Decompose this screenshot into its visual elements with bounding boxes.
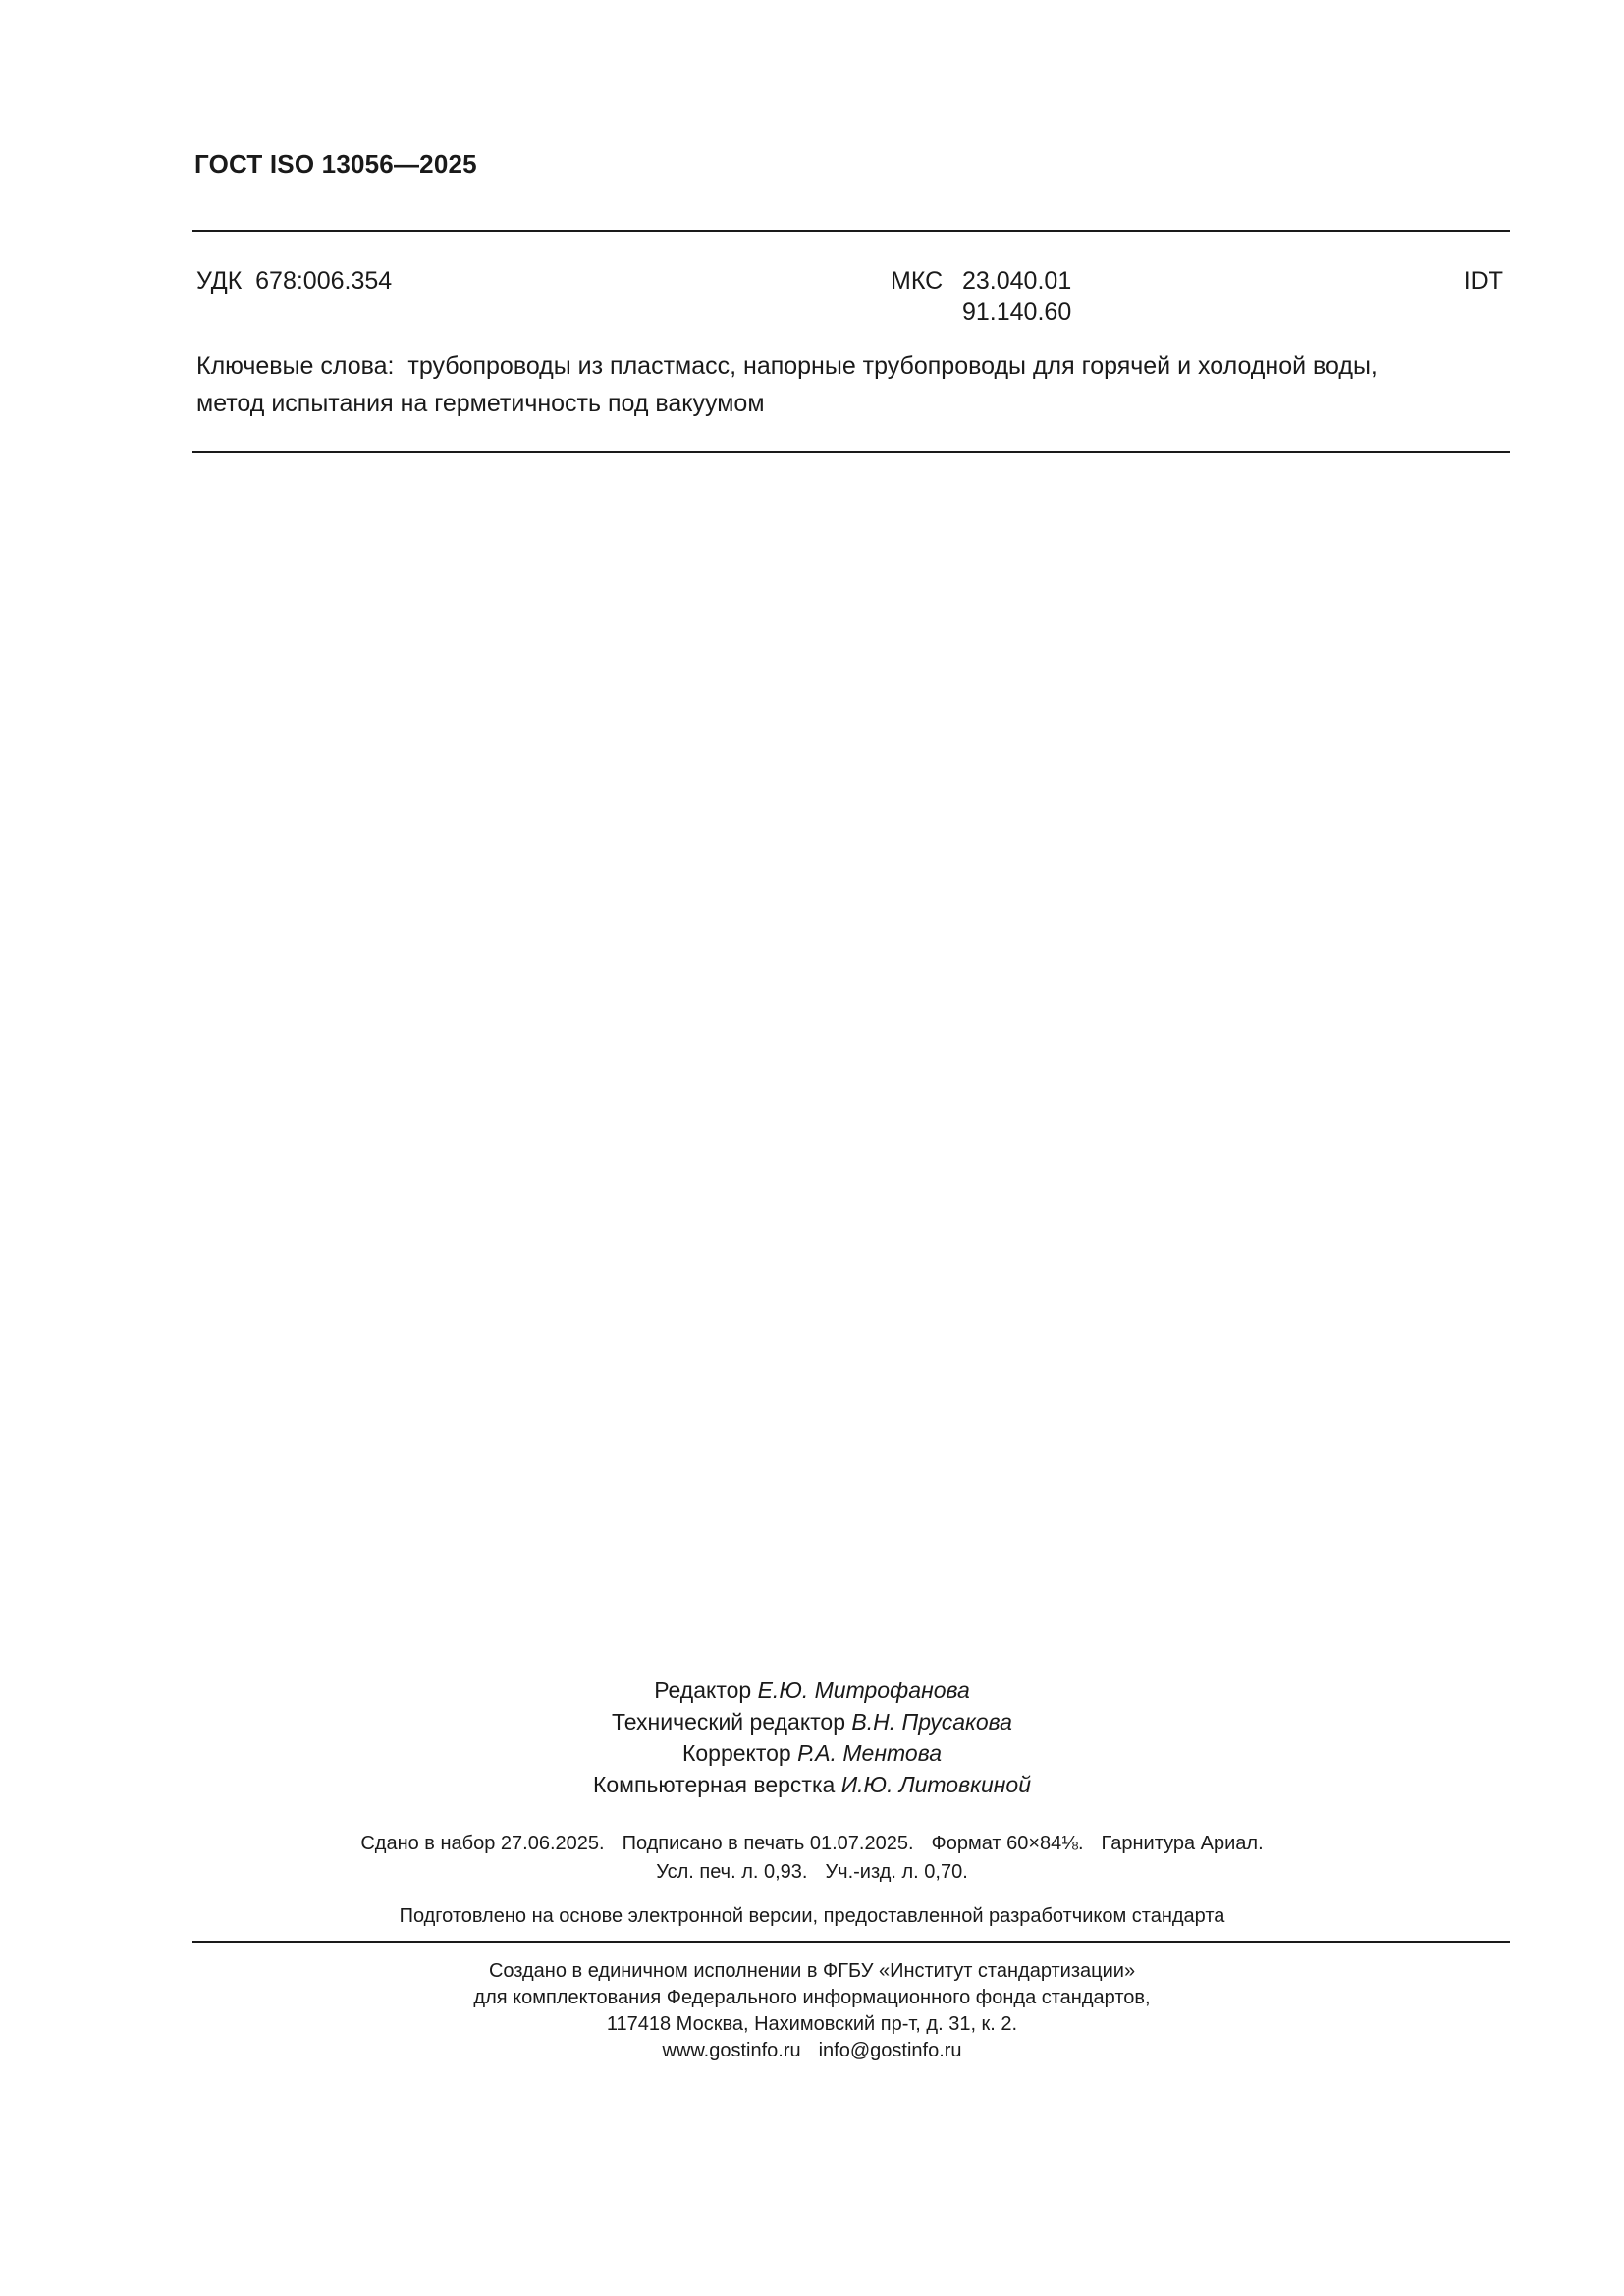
imprint-signed: Подписано в печать 01.07.2025.: [622, 1833, 914, 1854]
keywords-line: метод испытания на герметичность под вакуумом: [196, 390, 765, 417]
imprint-typeset: Сдано в набор 27.06.2025.: [360, 1833, 605, 1854]
website-link[interactable]: www.gostinfo.ru: [662, 2040, 801, 2061]
credit-proofreader: [0, 1737, 1624, 1769]
producer-contacts: [0, 2038, 1624, 2064]
udk-code: УДК 678:006.354: [196, 267, 393, 294]
mks-codes: [962, 265, 1071, 328]
producer-address: 117418 Москва, Нахимовский пр-т, д. 31, к. 2.: [606, 2013, 1018, 2035]
keywords-divider: [192, 451, 1510, 453]
imprint-format: Формат 60×84⅛.: [931, 1833, 1084, 1854]
credit-editor: [0, 1675, 1624, 1706]
credit-role: Редактор: [654, 1678, 752, 1703]
mks-code: 23.040.01: [962, 267, 1072, 294]
imprint-block: [0, 1830, 1624, 1887]
credit-name: Е.Ю. Митрофанова: [757, 1678, 970, 1703]
imprint-publisher-sheets: Уч.-изд. л. 0,70.: [825, 1861, 968, 1883]
credit-name: В.Н. Прусакова: [851, 1709, 1012, 1735]
producer-block: [0, 1958, 1624, 2064]
credit-role: Компьютерная верстка: [592, 1772, 836, 1797]
top-divider: [192, 230, 1510, 232]
prepared-note: Подготовлено на основе электронной версии, предоставленной разработчиком стандарта: [399, 1905, 1225, 1927]
credits-block: [0, 1675, 1624, 1800]
imprint-typeface: Гарнитура Ариал.: [1101, 1833, 1264, 1854]
producer-line: Создано в единичном исполнении в ФГБУ «Институт стандартизации»: [488, 1960, 1136, 1982]
imprint-print-sheets: Усл. печ. л. 0,93.: [656, 1861, 808, 1883]
credit-name: Р.А. Ментова: [797, 1740, 942, 1766]
credit-role: Корректор: [681, 1740, 791, 1766]
mks-code: 91.140.60: [962, 298, 1072, 326]
credit-role: Технический редактор: [612, 1709, 846, 1735]
email-link[interactable]: info@gostinfo.ru: [818, 2040, 962, 2061]
keywords-block: [196, 347, 1512, 422]
imprint-line: [0, 1830, 1624, 1858]
imprint-line: [0, 1858, 1624, 1887]
credit-tech-editor: [0, 1706, 1624, 1737]
producer-line: для комплектования Федерального информационного фонда стандартов,: [473, 1987, 1151, 2008]
bottom-divider: [192, 1941, 1510, 1943]
keywords-line: Ключевые слова: трубопроводы из пластмасс, напорные трубопроводы для горячей и холодной воды,: [196, 352, 1378, 380]
mks-label: МКС: [891, 267, 944, 294]
equivalence-degree: IDT: [1463, 267, 1503, 294]
document-code: ГОСТ ISO 13056—2025: [194, 149, 477, 179]
credit-layout: [0, 1769, 1624, 1800]
credit-name: И.Ю. Литовкиной: [840, 1772, 1031, 1797]
